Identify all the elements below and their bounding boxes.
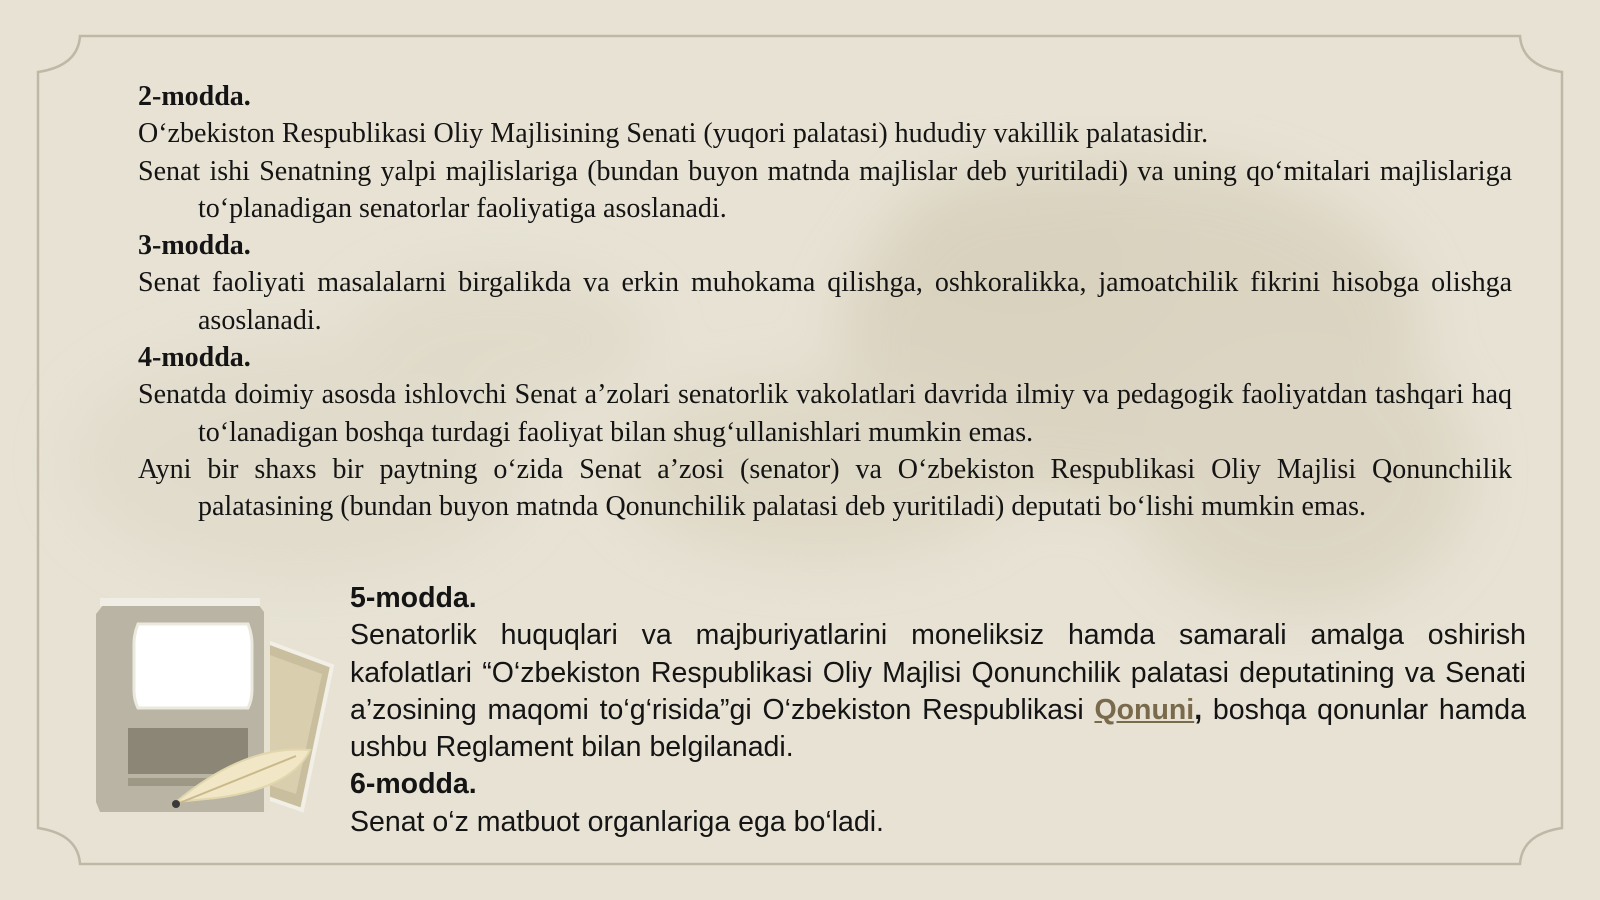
article-5-comma: , — [1194, 693, 1203, 726]
law-link[interactable]: Qonuni — [1094, 693, 1195, 726]
article-5-heading: 5-modda. — [350, 582, 477, 614]
upper-articles — [138, 78, 1512, 526]
article-3-paragraph-1: Senat faoliyati masalalarni birgalikda va erkin muhokama qilishga, oshkoralikka, jamoatchilik fikrini hisobga olishga asoslanadi. — [138, 267, 1512, 336]
article-4-heading: 4-modda. — [138, 342, 251, 374]
article-6-heading: 6-modda. — [350, 768, 477, 801]
article-3-heading: 3-modda. — [138, 230, 251, 262]
article-2-paragraph-1: O‘zbekiston Respublikasi Oliy Majlisining Senati (yuqori palatasi) hududiy vakillik palatasidir. — [138, 118, 1209, 150]
article-4-paragraph-1: Senatda doimiy asosda ishlovchi Senat a’zolari senatorlik vakolatlari davrida ilmiy va pedagogik faoliyatdan tashqari haq to‘lanadigan boshqa turdagi faoliyat bilan shug‘ullanishlari mumkin emas. — [138, 379, 1512, 448]
article-2-paragraph-2: Senat ishi Senatning yalpi majlislariga (bundan buyon matnda majlislar deb yuritiladi) va uning qo‘mitalari majlislariga to‘planadigan senatorlar faoliyatiga asoslanadi. — [138, 155, 1512, 224]
article-2-heading: 2-modda. — [138, 81, 251, 112]
book-with-quill-icon — [96, 594, 336, 824]
article-5-text-after-link: boshqa qonunlar hamda ushbu Reglament bilan belgilanadi. — [350, 693, 1527, 764]
article-6-paragraph: Senat o‘z matbuot organlariga ega bo‘ladi. — [350, 805, 884, 838]
article-5-text-before-link: Senatorlik huquqlari va majburiyatlarini moneliksiz hamda samarali amalga oshirish kafolatlari “O‘zbekiston Respublikasi Oliy Majlisi Qonunchilik palatasi deputatining va Senati a’zosining maqomi to‘g‘risida”gi O‘zbekiston Respublikasi — [350, 619, 1526, 726]
lower-articles — [350, 580, 1526, 841]
article-4-paragraph-2: Ayni bir shaxs bir paytning o‘zida Senat a’zosi (senator) va O‘zbekiston Respublikasi Oliy Majlisi Qonunchilik palatasining (bundan buyon matnda Qonunchilik palatasi deb yuritiladi) deputati bo‘lishi mumkin emas. — [138, 453, 1512, 523]
article-5-paragraph — [350, 617, 1526, 766]
